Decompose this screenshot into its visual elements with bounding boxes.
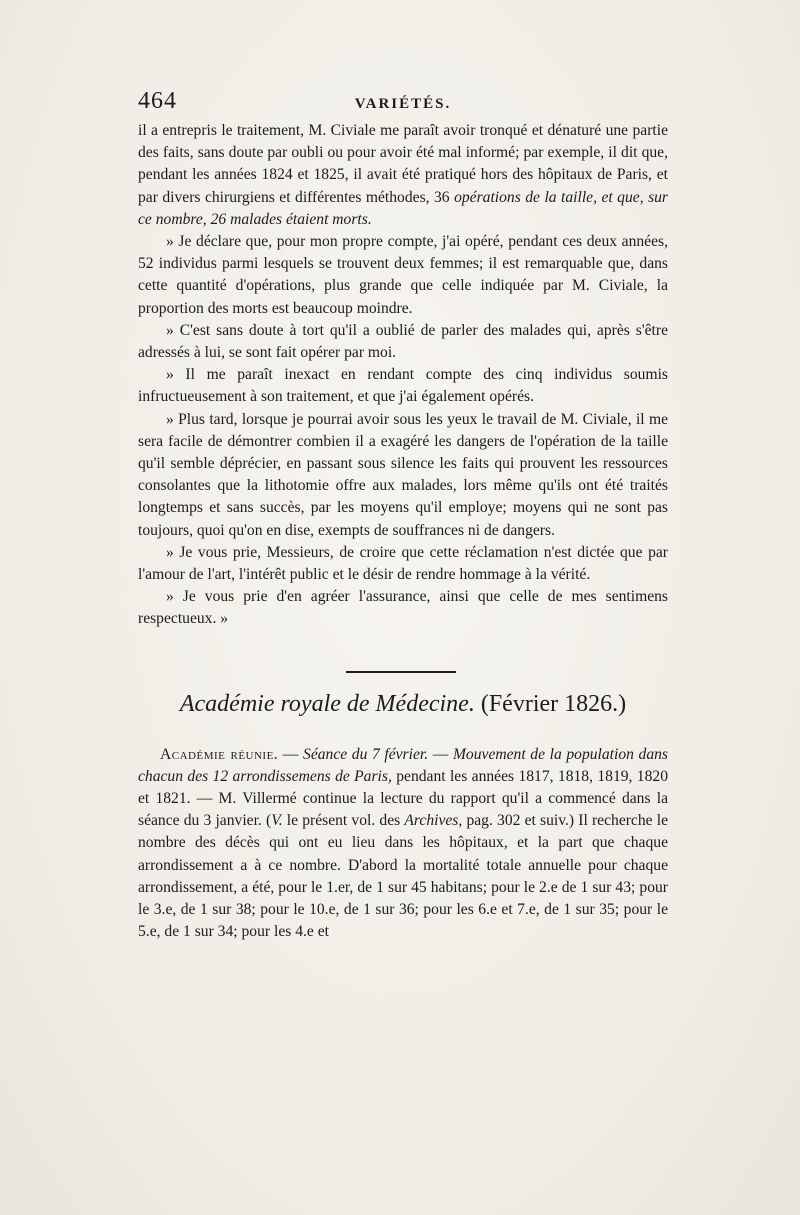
archives-title: Archives: [404, 812, 459, 830]
letter-paragraph-1: [138, 120, 668, 231]
letter-paragraph-3: » C'est sans doute à tort qu'il a oublié de parler des malades qui, après s'être adressés à lui, se sont fait opérer par moi.: [138, 321, 668, 362]
section-body: [138, 744, 668, 944]
section-title-name: Académie royale de Médecine.: [179, 690, 475, 717]
paragraph-text: il a entrepris le traitement, M. Civiale me paraît avoir tronqué et dénaturé une partie des faits, sans doute par oubli ou pour avoir été mal informé; par exemple, il dit que, pendant les années 1824 et 1825, il avait été pratiqué hors des hôpitaux de Paris, et par divers chirurgiens et différentes méthodes, 36: [138, 122, 668, 206]
letter-paragraph-5: » Plus tard, lorsque je pourrai avoir sous les yeux le travail de M. Civiale, il me sera facile de démontrer combien il a exagéré les dangers de l'opération de la taille qu'il semble déprécier, en passant sous silence les faits qui prouvent les ressources consolantes que la lithotomie offre aux malades, lors même qu'ils ont été traités longtemps et sans succès, par les moyens qu'il employe; moyens qui ne sont pas toujours, quoi qu'on en dise, exempts de souffrances ni de dangers.: [138, 410, 668, 539]
section-subject: Mouvement de la population dans chacun des 12 arrondissemens de Paris,: [138, 745, 668, 785]
letter-paragraph-4: » Il me paraît inexact en rendant compte des cinq individus soumis infructueusement à son traitement, et que j'ai également opérés.: [138, 366, 668, 406]
text-column: [138, 88, 668, 944]
letter-paragraph-6: » Je vous prie, Messieurs, de croire que cette réclamation n'est dictée que par l'amour de l'art, l'intérêt public et le désir de rendre hommage à la vérité.: [138, 543, 668, 584]
letter-paragraph-7: » Je vous prie d'en agréer l'assurance, ainsi que celle de mes sentimens respectueux. »: [138, 588, 668, 628]
body-text: pendant les années 1817, 1818, 1819, 1820 et 1821. — M. Villermé continue la lecture du rapport qu'il a commencé dans la séance du 3 janvier. (: [138, 767, 668, 830]
section-title: [138, 691, 668, 718]
running-title: VARIÉTÉS.: [354, 96, 452, 112]
body-text: le présent vol. des: [282, 812, 405, 830]
dash: —: [278, 745, 304, 763]
letter-paragraph-2: » Je déclare que, pour mon propre compte, j'ai opéré, pendant ces deux années, 52 individus parmi lesquels se trouvent deux femmes; il est remarquable que, dans cette quantité d'opérations, plus grande que celle indiquée par M. Civiale, la proportion des morts est beaucoup moindre.: [138, 233, 668, 317]
page-number: 464: [138, 88, 177, 114]
reference-v: V.: [271, 812, 283, 830]
italic-quote: opérations de la taille, et que, sur ce nombre, 26 malades étaient morts.: [138, 188, 668, 228]
body-text: , pag. 302 et suiv.) Il recherche le nombre des décès qui ont eu lieu dans les hôpitaux, et la part que chaque arrondissement a à ce nombre. D'abord la mortalité totale annuelle pour chaque arrondissement, a été, pour le 1.er, de 1 sur 45 habitans; pour le 2.e de 1 sur 43; pour le 3.e, de 1 sur 38; pour le 10.e, de 1 sur 36; pour les 6.e et 7.e, de 1 sur 35; pour le 5.e, de 1 sur 34; pour les 4.e et: [138, 812, 669, 941]
dash: —: [428, 745, 453, 763]
seance-date: Séance du 7 février.: [303, 745, 429, 763]
letter-text: [138, 120, 668, 631]
running-head: [138, 88, 668, 120]
section-title-date: (Février 1826.): [480, 690, 627, 717]
section-lead: Académie réunie.: [160, 745, 279, 763]
section-divider: [346, 671, 456, 673]
